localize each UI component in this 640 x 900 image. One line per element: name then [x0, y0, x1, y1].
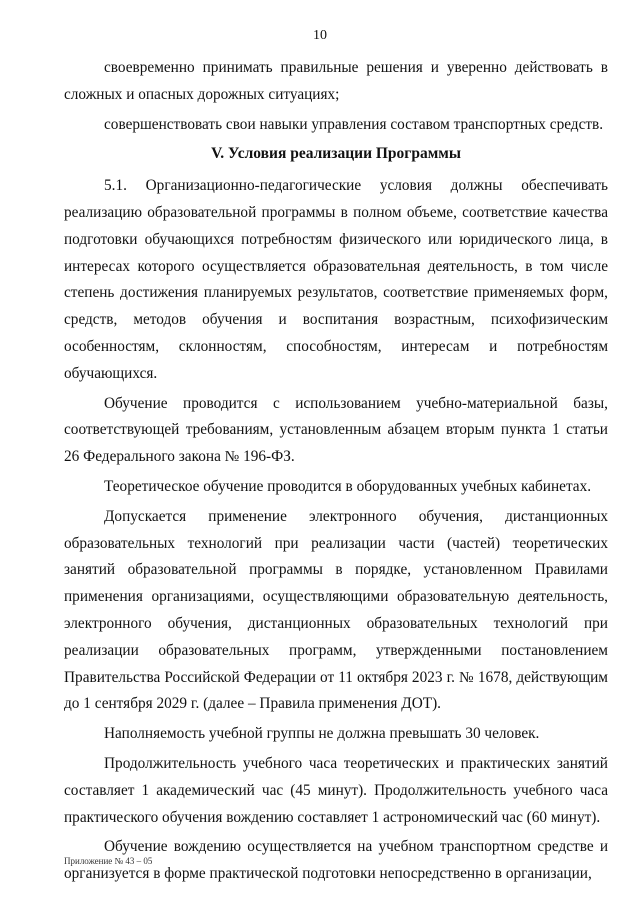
- paragraph-5-1: 5.1. Организационно-педагогические условия должны обеспечивать реализацию образовательной программы в полном объеме, соответствие качества подготовки обучающихся потребностям физического или юридического лица, в интересах которого осуществляется образовательная деятельность, в том числе степень достижения планируемых результатов, соответствие применяемых форм, средств, методов обучения и воспитания возрастным, психофизическим особенностям, склонностям, способностям, интересам и потребностям обучающихся.: [64, 177, 608, 382]
- paragraph-material-base: Обучение проводится с использованием учебно-материальной базы, соответствующей требованиям, установленным абзацем вторым пункта 1 статьи 26 Федерального закона № 196-ФЗ.: [64, 394, 608, 466]
- paragraph-top-1: своевременно принимать правильные решения и уверенно действовать в сложных и опасных дорожных ситуациях;: [64, 59, 608, 103]
- paragraph-distance-learning: Допускается применение электронного обучения, дистанционных образовательных технологий при реализации части (частей) теоретических занятий образовательной программы в порядке, установленном Правилами применения организациями, осуществляющими образовательную деятельность, электронного обучения, дистанционных образовательных технологий при реализации образовательных программ, утвержденными постановлением Правительства Российской Федерации от 11 октября 2023 г. № 1678, действующим до 1 сентября 2029 г. (далее – Правила применения ДОТ).: [64, 507, 608, 713]
- paragraph-theory-rooms: Теоретическое обучение проводится в оборудованных учебных кабинетах.: [104, 477, 592, 495]
- paragraph-group-size: Наполняемость учебной группы не должна превышать 30 человек.: [104, 725, 540, 743]
- paragraph-hour-duration: Продолжительность учебного часа теоретических и практических занятий составляет 1 академический час (45 минут). Продолжительность учебного часа практического обучения вождению составляет 1 астрономический час (60 минут).: [64, 754, 608, 826]
- page-content: [64, 55, 608, 891]
- paragraph-driving-training: Обучение вождению осуществляется на учебном транспортном средстве и организуется в форме практической подготовки непосредственно в организации,: [64, 838, 608, 883]
- section-heading: V. Условия реализации Программы: [211, 145, 461, 163]
- paragraph-top-2: совершенствовать свои навыки управления составом транспортных средств.: [104, 115, 604, 133]
- footer-appendix-label: Приложение № 43 – 05: [64, 856, 153, 866]
- page-number: 10: [313, 28, 327, 43]
